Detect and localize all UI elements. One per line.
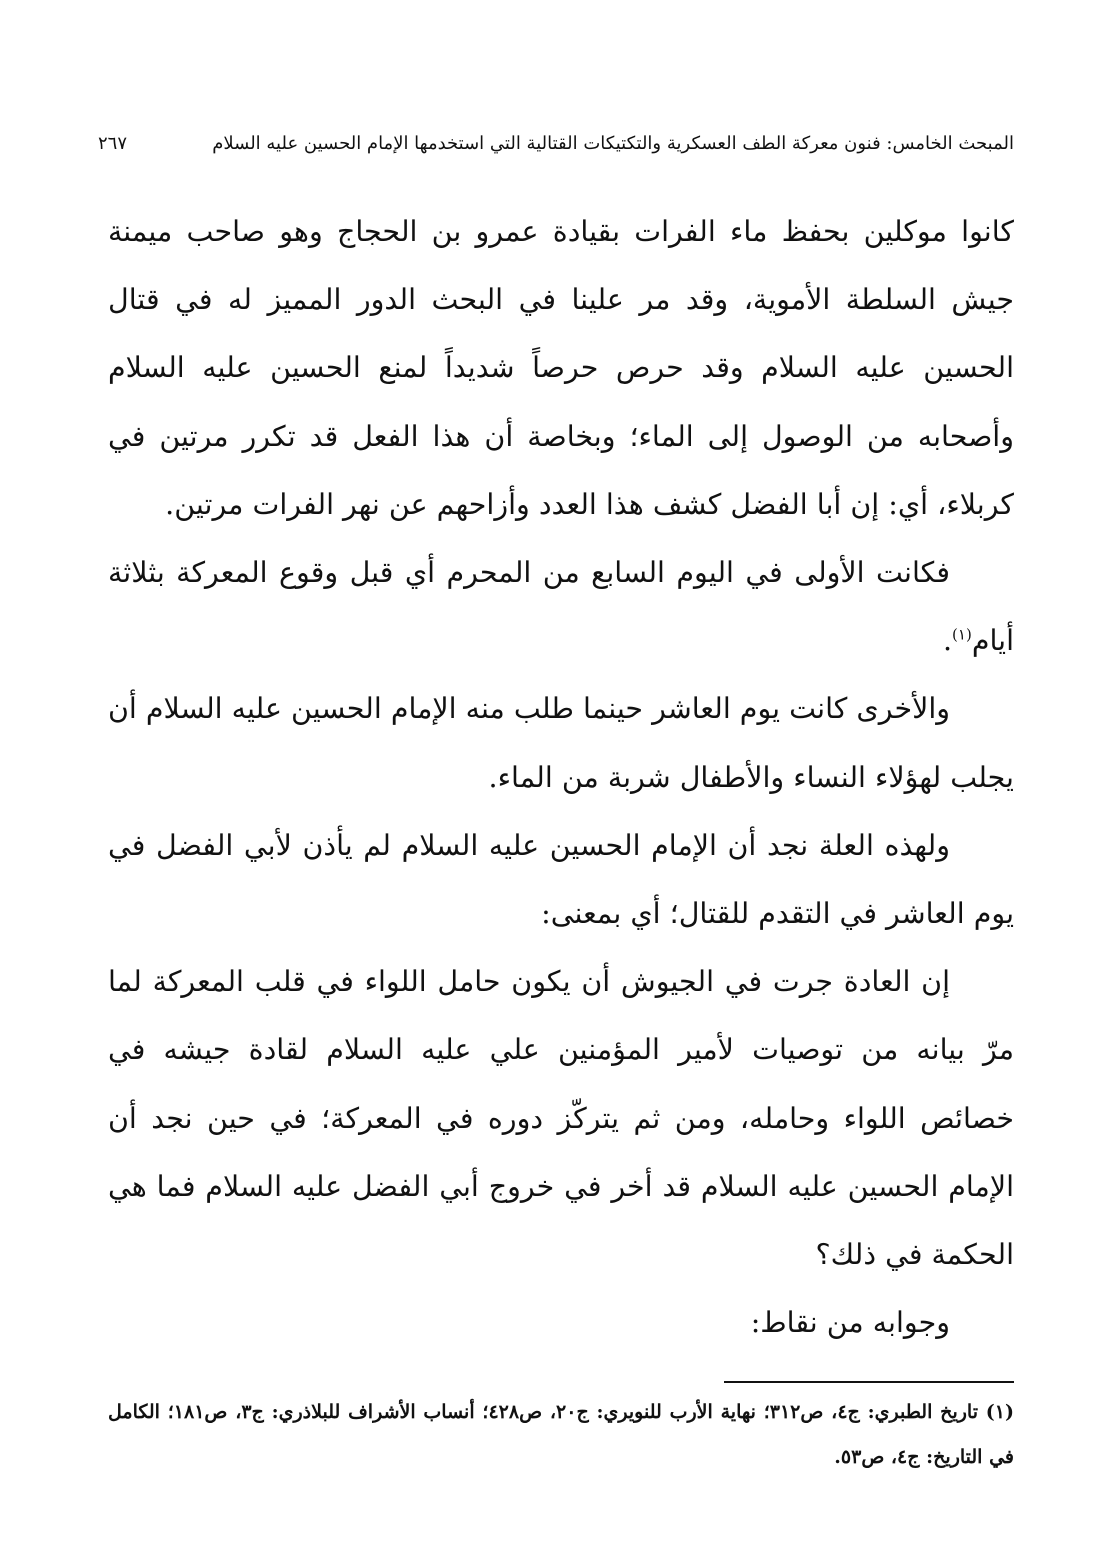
footnotes — [108, 1390, 1014, 1480]
running-header — [98, 131, 1014, 159]
chapter-title: المبحث الخامس: فنون معركة الطف العسكرية والتكتيكات القتالية التي استخدمها الإمام الحسين عليه السلام — [212, 133, 1014, 154]
body-text — [108, 198, 1014, 1357]
paragraph-5: إن العادة جرت في الجيوش أن يكون حامل اللواء في قلب المعركة لما مرّ بيانه من توصيات لأمير المؤمنين علي عليه السلام لقادة جيشه في خصائص اللواء وحامله، ومن ثم يتركّز دوره في المعركة؛ في حين نجد أن الإمام الحسين عليه السلام قد أخر في خروج أبي الفضل عليه السلام فما هي الحكمة في ذلك؟ — [108, 965, 1014, 1272]
footnote-1: (١) تاريخ الطبري: ج٤، ص٣١٢؛ نهاية الأرب للنويري: ج٢٠، ص٤٢٨؛ أنساب الأشراف للبلاذري: ج٣، ص١٨١؛ الكامل في التاريخ: ج٤، ص٥٣. — [108, 1401, 1015, 1468]
paragraph-1: كانوا موكلين بحفظ ماء الفرات بقيادة عمرو بن الحجاج وهو صاحب ميمنة جيش السلطة الأموية، وقد مر علينا في البحث الدور المميز له في قتال الحسين عليه السلام وقد حرص حرصاً شديداً لمنع الحسين عليه السلام وأصحابه من الوصول إلى الماء؛ وبخاصة أن هذا الفعل قد تكرر مرتين في كربلاء، أي: إن أبا الفضل كشف هذا العدد وأزاحهم عن نهر الفرات مرتين. — [108, 215, 1014, 521]
paragraph-2-end: . — [942, 624, 953, 658]
footnote-reference-1: (١) — [952, 625, 972, 644]
footnote-separator — [724, 1381, 1014, 1383]
paragraph-2 — [108, 539, 1014, 675]
page-number: ٢٦٧ — [98, 133, 128, 154]
paragraph-3: والأخرى كانت يوم العاشر حينما طلب منه الإمام الحسين عليه السلام أن يجلب لهؤلاء النساء والأطفال شربة من الماء. — [108, 692, 1014, 794]
paragraph-4: ولهذه العلة نجد أن الإمام الحسين عليه السلام لم يأذن لأبي الفضل في يوم العاشر في التقدم للقتال؛ أي بمعنى: — [108, 828, 1014, 931]
paragraph-6: وجوابه من نقاط: — [750, 1306, 950, 1340]
paragraph-2-text: فكانت الأولى في اليوم السابع من المحرم أي قبل وقوع المعركة بثلاثة أيام — [108, 556, 1014, 658]
